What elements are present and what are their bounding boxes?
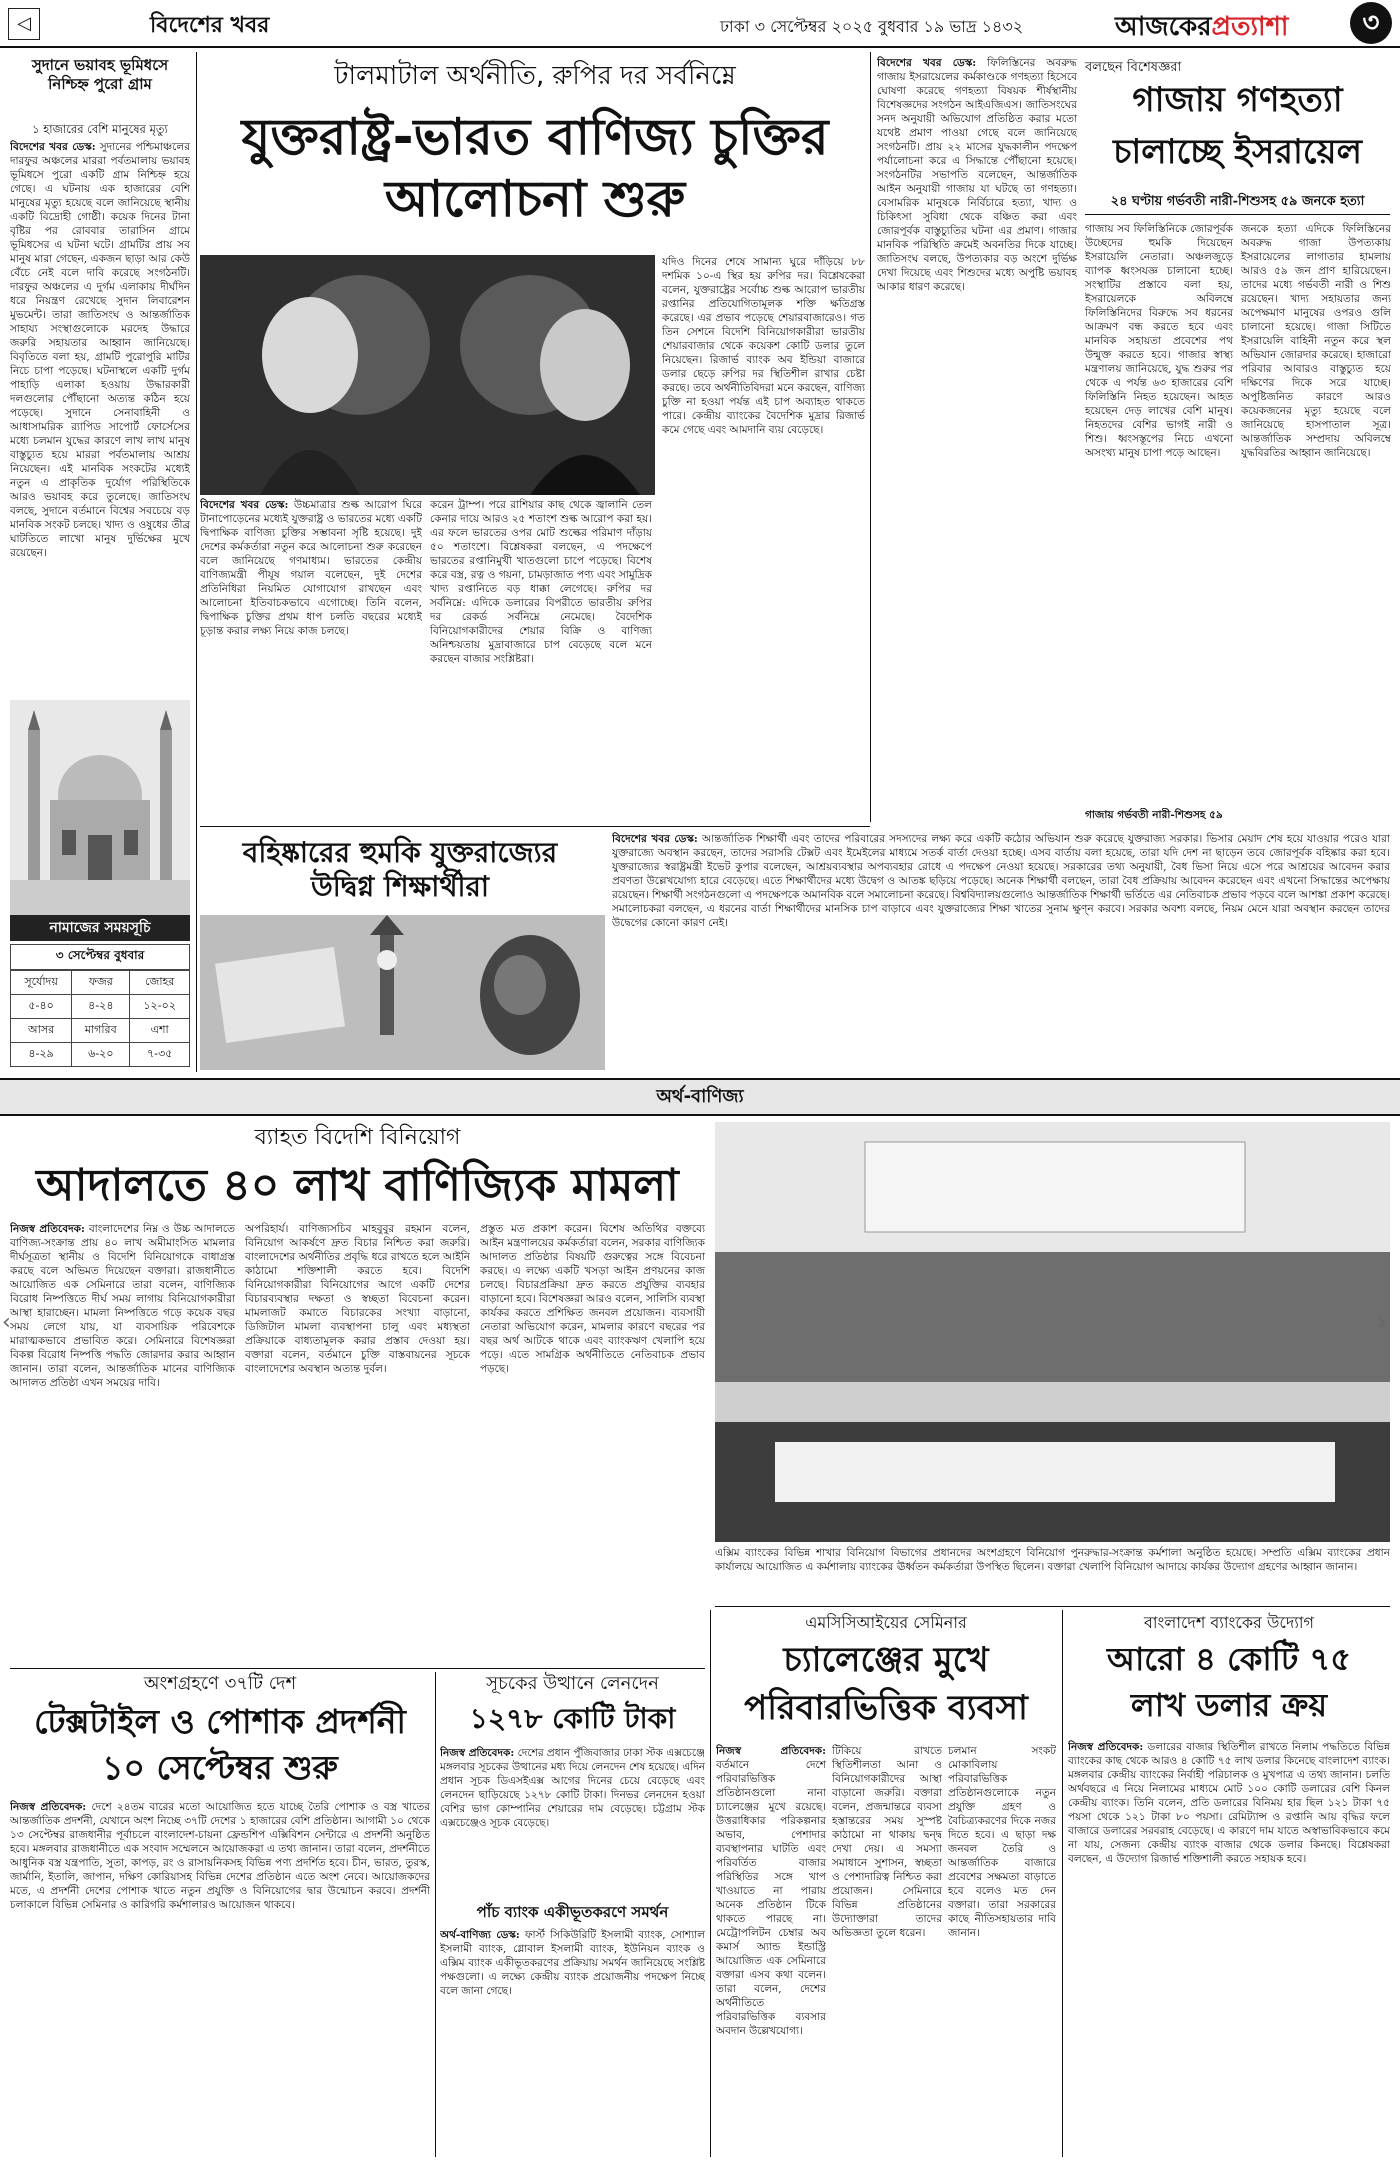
bb-headline-1: আরো ৪ কোটি ৭৫ <box>1106 1640 1352 1678</box>
biz-kicker: ব্যাহত বিদেশি বিনিয়োগ <box>254 1125 461 1150</box>
merger-kicker: পাঁচ ব্যাংক একীভূতকরণে সমর্থন <box>476 1903 669 1921</box>
prayer-label: আসর <box>11 1019 72 1043</box>
exim-workshop-photo <box>715 1122 1390 1542</box>
biz-headline: আদালতে ৪০ লাখ বাণিজ্যিক মামলা <box>36 1160 679 1211</box>
column-divider <box>196 52 197 1072</box>
prayer-time: ৬-২০ <box>72 1043 130 1067</box>
right-arrow-icon[interactable]: › <box>1378 1310 1387 1335</box>
header-rule <box>0 46 1400 48</box>
column-divider <box>870 52 871 822</box>
lead-headline-1: যুক্তরাষ্ট্র-ভারত বাণিজ্য চুক্তির <box>241 108 829 166</box>
prayer-time: ৪-২৪ <box>72 995 130 1019</box>
textile-headline-2: ১০ সেপ্টেম্বর শুরু <box>102 1748 338 1787</box>
dateline: ঢাকা ৩ সেপ্টেম্বর ২০২৫ বুধবার ১৯ ভাদ্র ১৪৩২ <box>720 17 1024 36</box>
prayer-time: ৪-২৯ <box>11 1043 72 1067</box>
bb-text: ডলারের বাজার স্থিতিশীল রাখতে নিলাম পদ্ধতিতে বিভিন্ন ব্যাংকের কাছ থেকে আরও ৪ কোটি ৭৫ লাখ ডলার কিনেছে বাংলাদেশ ব্যাংক। মঙ্গলবার কেন্দ্রীয় ব্যাংকের নির্বাহী পরিচালক ও মুখপাত্র এ তথ্য জানান। চলতি অর্থবছরে এ নিয়ে নিলামের মাধ্যমে মোট ১০০ কোটি ডলারের বেশি কিনল কেন্দ্রীয় ব্যাংক। তিনি বলেন, প্রতি ডলারের বিনিময় হার ছিল ১২১ টাকা ৭৫ পয়সা থেকে ১২১ টাকা ৮০ পয়সা। রেমিট্যান্স ও রপ্তানি আয় বৃদ্ধির ফলে বাজারে ডলারের সরবরাহ বেড়েছে। এ কারণে দাম যাতে অস্বাভাবিকভাবে কমে না যায়, সেজন্য কেন্দ্রীয় ব্যাংক বাজার থেকে ডলার কিনছে। বিশ্লেষকরা বলছেন, এ উদ্যোগ রিজার্ভ শক্তিশালী করতে সহায়ক হবে। <box>1068 1741 1390 1865</box>
gaza-subheadline: ২৪ ঘণ্টায় গর্ভবতী নারী-শিশুসহ ৫৯ জনকে হত্যা <box>1110 194 1365 209</box>
gaza-intro-byline: বিদেশের খবর ডেস্ক: <box>877 57 977 69</box>
masthead-logo <box>1115 6 1288 50</box>
stock-headline: ১২৭৮ কোটি টাকা <box>469 1702 676 1735</box>
biz-col-2: অপরিহার্য। বাণিজ্যসচিব মাহবুবুর রহমান বলেন, বিনিয়োগ আকর্ষণে দ্রুত বিচার নিশ্চিত করা জরুরি। বাংলাদেশের অর্থনীতির প্রবৃদ্ধি ধরে রাখতে হলে আইনি কাঠামো শক্তিশালী করতে হবে। বিদেশি বিনিয়োগকারীরা বিনিয়োগের আগে একটি দেশের বিচারব্যবস্থার দক্ষতা ও স্বচ্ছতা বিবেচনা করেন। মামলাজট কমাতে বিচারকের সংখ্যা বাড়ানো, ডিজিটাল মামলা ব্যবস্থাপনা চালু এবং মধ্যস্থতা প্রক্রিয়াকে বাধ্যতামূলক করার প্রস্তাব দেওয়া হয়। বক্তারা বলেন, বর্তমানে চুক্তি বাস্তবায়নের সূচকে বাংলাদেশের অবস্থান অত্যন্ত দুর্বল। <box>245 1223 470 1375</box>
gaza-headline-1: গাজায় গণহত্যা <box>1132 80 1343 120</box>
lead-col-1 <box>200 498 422 823</box>
band-rule-bottom <box>0 1114 1400 1116</box>
mccci-kicker: এমসিসিআইয়ের সেমিনার <box>805 1613 967 1632</box>
gaza-col-b: জনকে হত্যা এদিকে ফিলিস্তিনের অবরুদ্ধ গাজা উপত্যকায় ইসরায়েলের লাগাতার হামলায় আরও ৫৯ জন প্রাণ হারিয়েছেন। তাদের মধ্যে গর্ভবতী নারী ও শিশু রয়েছেন। খাদ্য সহায়তার জন্য অপেক্ষমাণ মানুষের ওপরও গুলি চালানো হয়েছে। গাজা সিটিতে ইসরায়েলি বাহিনী নতুন করে স্থল অভিযান জোরদার করেছে। হাজারো পরিবার আবারও বাস্তুচ্যুত হয়ে দক্ষিণের দিকে সরে যাচ্ছে। অপুষ্টিজনিত কারণে আরও কয়েকজনের মৃত্যু হয়েছে বলে জানিয়েছে হাসপাতাল সূত্র। আন্তর্জাতিক সম্প্রদায় অবিলম্বে যুদ্ধবিরতির আহ্বান জানিয়েছে। <box>1241 223 1391 459</box>
left-story-byline: বিদেশের খবর ডেস্ক: <box>10 141 96 153</box>
gaza-headline-2: চালাচ্ছে ইসরায়েল <box>1113 132 1362 172</box>
biz-bottom-rule <box>10 1668 705 1669</box>
students-headline-2: উদ্বিগ্ন শিক্ষার্থীরা <box>310 870 490 903</box>
stock-kicker: সূচকের উত্থানে লেনদেন <box>486 1673 659 1694</box>
biz-col-3: প্রস্তুত মত প্রকাশ করেন। বিশেষ অতিথির বক্তব্যে আইন মন্ত্রণালয়ের কর্মকর্তারা বলেন, সরকার বাণিজ্যিক আদালত প্রতিষ্ঠার বিষয়টি গুরুত্বের সঙ্গে বিবেচনা করছে। এ লক্ষ্যে একটি খসড়া আইন প্রণয়নের কাজ চলছে। বিচারপ্রক্রিয়া দ্রুত করতে প্রযুক্তির ব্যবহার বাড়ানো হবে। বিশেষজ্ঞরা আরও বলেন, সালিসি ব্যবস্থা কার্যকর করতে প্রশিক্ষিত জনবল প্রয়োজন। ব্যবসায়ী নেতারা অভিযোগ করেন, মামলার কারণে বছরের পর বছর অর্থ আটকে থাকে এবং ব্যাংকঋণ খেলাপি হয়ে পড়ে। এতে সামগ্রিক অর্থনীতিতে নেতিবাচক প্রভাব পড়ছে। <box>480 1223 705 1375</box>
gaza-kicker: বলছেন বিশেষজ্ঞরা <box>1085 60 1182 75</box>
textile-body <box>10 1800 430 2155</box>
header-bar <box>0 0 1400 48</box>
bb-byline: নিজস্ব প্রতিবেদক: <box>1068 1741 1144 1753</box>
mccci-col-2: টিকিয়ে রাখতে স্থিতিশীলতা আনা ও বিনিয়োগকারীদের আস্থা বাড়ানো জরুরি। বক্তারা বলেন, প্রজন্মান্তরে ব্যবসা হস্তান্তরের সময় সুস্পষ্ট কাঠামো না থাকায় দ্বন্দ্ব দেখা দেয়। এ সমস্যা সমাধানে সুশাসন, স্বচ্ছতা ও পেশাদারিত্ব নিশ্চিত করা প্রয়োজন। সেমিনারে বিভিন্ন প্রতিষ্ঠানের উদ্যোক্তারা তাদের অভিজ্ঞতা তুলে ধরেন। <box>832 1745 942 1939</box>
lead-byline: বিদেশের খবর ডেস্ক: <box>200 499 289 511</box>
bb-body <box>1068 1740 1390 2155</box>
trump-modi-photo <box>200 255 655 495</box>
masthead-word-1: আজকের <box>1115 12 1212 42</box>
students-body-main <box>612 832 1390 1072</box>
lead-col-3: যদিও দিনের শেষে সামান্য ঘুরে দাঁড়িয়ে ৮৮ দশমিক ১০-এ স্থির হয় রুপির দর। বিশ্লেষকেরা বলেন, যুক্তরাষ্ট্রের সর্বোচ্চ শুল্ক আরোপ ভারতীয় রপ্তানির প্রতিযোগিতামূলক শক্তি ক্ষতিগ্রস্ত করেছে। এর প্রভাব পড়েছে শেয়ারবাজারেও। গত তিন সেশনে বিদেশি বিনিয়োগকারীরা ভারতীয় শেয়ারবাজার থেকে কয়েকশ কোটি ডলার তুলে নিয়েছেন। রিজার্ভ ব্যাংক অব ইন্ডিয়া বাজারে ডলার ছেড়ে রুপির দর স্থিতিশীল রাখার চেষ্টা করছে। তবে অর্থনীতিবিদরা মনে করছেন, বাণিজ্য চুক্তি না হওয়া পর্যন্ত এই চাপ অব্যাহত থাকতে পারে। কেন্দ্রীয় ব্যাংকের বৈদেশিক মুদ্রার রিজার্ভ কমে গেছে এবং আমদানি ব্যয় বেড়েছে। <box>662 256 865 436</box>
mccci-col-1-text: বর্তমানে দেশে পরিবারভিত্তিক প্রতিষ্ঠানগুলো নানা চ্যালেঞ্জের মুখে রয়েছে। উত্তরাধিকার পরিকল্পনার অভাব, পেশাদার ব্যবস্থাপনার ঘাটতি এবং পরিবর্তিত বাজার পরিস্থিতির সঙ্গে খাপ খাওয়াতে না পারায় অনেক প্রতিষ্ঠান টিকে থাকতে পারছে না। মেট্রোপলিটন চেম্বার অব কমার্স অ্যান্ড ইন্ডাস্ট্রি আয়োজিত এক সেমিনারে বক্তারা এসব কথা বলেন। তারা বলেন, দেশের অর্থনীতিতে পরিবারভিত্তিক ব্যবসার অবদান উল্লেখযোগ্য। <box>716 1759 826 2037</box>
prayer-label: মাগরিব <box>72 1019 130 1043</box>
lead-headline-2: আলোচনা শুরু <box>384 170 686 228</box>
left-story-sub: ১ হাজারের বেশি মানুষের মৃত্যু <box>32 122 168 136</box>
merger-byline: অর্থ-বাণিজ্য ডেস্ক: <box>440 1929 520 1941</box>
textile-byline: নিজস্ব প্রতিবেদক: <box>10 1801 87 1813</box>
masthead-word-2: প্রত্যাশা <box>1211 12 1289 42</box>
gaza-intro-text: ফিলিস্তিনের অবরুদ্ধ গাজায় ইসরায়েলের কর্মকাণ্ডকে গণহত্যা হিসেবে ঘোষণা করেছে গণহত্যা বিষয়ক শীর্ষস্থানীয় বিশেষজ্ঞদের সংগঠন আইএজিএস। জাতিসংঘের সনদ অনুযায়ী অভিযোগ প্রতিষ্ঠিত করার মতো যথেষ্ট প্রমাণ পাওয়া গেছে বলে জানিয়েছে সংগঠনটি। প্রায় ২২ মাসের যুদ্ধকালীন পদক্ষেপ পর্যালোচনা করে এ সিদ্ধান্তে পৌঁছানো হয়েছে। সংগঠনটির সভাপতি বলেছেন, আন্তর্জাতিক আইন অনুযায়ী গাজায় যা ঘটছে তা গণহত্যা। বেসামরিক মানুষকে নির্বিচারে হত্যা, খাদ্য ও চিকিৎসা সুবিধা থেকে বঞ্চিত করা এবং জোরপূর্বক বাস্তুচ্যুতির ঘটনা এর প্রমাণ। গাজার মানবিক পরিস্থিতি ক্রমেই অবনতির দিকে যাচ্ছে। জাতিসংঘ বলছে, উপত্যকার বড় অংশে দুর্ভিক্ষ দেখা দিয়েছে এবং শিশুদের মধ্যে অপুষ্টি ভয়াবহ আকার ধারণ করেছে। <box>877 57 1077 293</box>
prayer-time: ৭-৩৫ <box>130 1043 190 1067</box>
lead-col-1-text: উচ্চমাত্রার শুল্ক আরোপ ঘিরে টানাপোড়েনের মধ্যেই যুক্তরাষ্ট্র ও ভারতের মধ্যে একটি দ্বিপাক্ষিক বাণিজ্য চুক্তির সম্ভাবনা সৃষ্টি হয়েছে। দুই দেশের কর্মকর্তারা নতুন করে আলোচনা শুরু করেছেন বলে জানিয়েছে গণমাধ্যম। ভারতের কেন্দ্রীয় বাণিজ্যমন্ত্রী পীযূষ গয়াল বলেছেন, দুই দেশের প্রতিনিধিরা নিয়মিত যোগাযোগ রাখছেন এবং আলোচনা ইতিবাচকভাবে এগোচ্ছে। তিনি বলেন, দ্বিপাক্ষিক চুক্তির প্রথম ধাপ চলতি বছরের মধ্যেই চূড়ান্ত করার লক্ষ্য নিয়ে কাজ চলছে। <box>200 499 422 637</box>
left-story-text: সুদানের পশ্চিমাঞ্চলের দারফুর অঞ্চলের মাররা পর্বতমালায় ভয়াবহ ভূমিধসে পুরো একটি গ্রাম নিশ্চিহ্ন হয়ে গেছে। এ ঘটনায় এক হাজারের বেশি মানুষের মৃত্যু হয়েছে বলে জানিয়েছে স্থানীয় একটি বিদ্রোহী গোষ্ঠী। কয়েক দিনের টানা বৃষ্টির পর রোববার তারাসিন গ্রামে ভূমিধসের এ ঘটনা ঘটে। গ্রামটির প্রায় সব মানুষ মারা গেছেন, একজন ছাড়া আর কেউ বেঁচে নেই বলে দাবি করেছে সংগঠনটি। দারফুর অঞ্চলের এ দুর্গম এলাকায় দীর্ঘদিন ধরে নিয়ন্ত্রণ রেখেছে সুদান লিবারেশন মুভমেন্ট। তারা জাতিসংঘ ও আন্তর্জাতিক সাহায্য সংস্থাগুলোকে মরদেহ উদ্ধারে জরুরি সহায়তার আহ্বান জানিয়েছে। বিবৃতিতে বলা হয়, গ্রামটি পুরোপুরি মাটির নিচে চাপা পড়েছে। ঘটনাস্থলে একটি দুর্গম পাহাড়ি এলাকা হওয়ায় উদ্ধারকারী দলগুলোর পৌঁছানো অত্যন্ত কঠিন হয়ে পড়েছে। সুদানে সেনাবাহিনী ও আধাসামরিক র‍্যাপিড সাপোর্ট ফোর্সেসের মধ্যে চলমান যুদ্ধের কারণে লাখ লাখ মানুষ বাস্তুচ্যুত হয়ে মাররা পর্বতমালায় আশ্রয় নিয়েছেন। এই মানবিক সংকটের মধ্যেই নতুন এ প্রাকৃতিক দুর্যোগ পরিস্থিতিকে আরও ভয়াবহ করে তুলেছে। জাতিসংঘ বলছে, সুদানে বর্তমানে বিশ্বের সবচেয়ে বড় মানবিক সংকট চলছে। খাদ্য ও ওষুধের তীব্র ঘাটতিতে লাখো মানুষ দুর্ভিক্ষের মুখে রয়েছেন। <box>10 141 190 559</box>
gaza-intro <box>877 56 1077 491</box>
gaza-col-a: গাজায় সব ফিলিস্তিনিকে জোরপূর্বক উচ্ছেদের হুমকি দিয়েছেন ইসরায়েলি নেতারা। অঞ্চলজুড়ে ব্যাপক ধ্বংসযজ্ঞ চালানো হচ্ছে। সংস্থাটির প্রস্তাবে বলা হয়, ইসরায়েলকে অবিলম্বে ফিলিস্তিনিদের বিরুদ্ধে সব ধরনের আক্রমণ বন্ধ করতে হবে এবং মানবিক সহায়তা প্রবেশের পথ উন্মুক্ত করতে হবে। গাজার স্বাস্থ্য মন্ত্রণালয় জানিয়েছে, যুদ্ধ শুরুর পর থেকে এ পর্যন্ত ৬৩ হাজারের বেশি ফিলিস্তিনি নিহত হয়েছেন। আহত হয়েছেন দেড় লাখের বেশি মানুষ। নিহতদের বেশির ভাগই নারী ও শিশু। ধ্বংসস্তূপের নিচে এখনো অসংখ্য মানুষ চাপা পড়ে আছেন। <box>1085 223 1233 459</box>
section-band <box>0 1080 1400 1114</box>
left-story-title: সুদানে ভয়াবহ ভূমিধসে নিশ্চিহ্ন পুরো গ্রাম <box>31 56 169 93</box>
prayer-date: ৩ সেপ্টেম্বর বুধবার <box>10 944 190 970</box>
stock-text: দেশের প্রধান পুঁজিবাজার ঢাকা স্টক এক্সচেঞ্জে মঙ্গলবার সূচকের উত্থানের মধ্য দিয়ে লেনদেন শেষ হয়েছে। এদিন প্রধান সূচক ডিএসইএক্স আগের দিনের চেয়ে বেড়েছে এবং লেনদেন ছাড়িয়েছে ১২৭৮ কোটি টাকা। দিনভর লেনদেন হওয়া বেশির ভাগ কোম্পানির শেয়ারের দাম বেড়েছে। চট্টগ্রাম স্টক এক্সচেঞ্জেও সূচক বেড়েছে। <box>440 1747 705 1829</box>
textile-text: দেশে ২৪তম বারের মতো আয়োজিত হতে যাচ্ছে তৈরি পোশাক ও বস্ত্র খাতের আন্তর্জাতিক প্রদর্শনী, যেখানে অংশ নিচ্ছে ৩৭টি দেশের ১ হাজারের বেশি প্রতিষ্ঠান। আগামী ১০ থেকে ১৩ সেপ্টেম্বর রাজধানীর পূর্বাচলে বাংলাদেশ-চায়না ফ্রেন্ডশিপ এক্সিবিশন সেন্টারে এ প্রদর্শনী অনুষ্ঠিত হবে। মঙ্গলবার রাজধানীতে এক সংবাদ সম্মেলনে আয়োজকরা এ তথ্য জানান। তারা বলেন, প্রদর্শনীতে আধুনিক বস্ত্র যন্ত্রপাতি, সুতা, কাপড়, রং ও রাসায়নিকসহ বিভিন্ন পণ্য প্রদর্শিত হবে। চীন, ভারত, তুরস্ক, জার্মানি, ইতালি, জাপান, দক্ষিণ কোরিয়াসহ বিভিন্ন দেশের প্রতিষ্ঠান এতে অংশ নেবে। আয়োজকদের মতে, এ প্রদর্শনী দেশের পোশাক খাতে নতুন প্রযুক্তি ও বিনিয়োগের দ্বার উন্মোচন করবে। প্রদর্শনী চলাকালে বিভিন্ন সেমিনার ও কারিগরি কর্মশালারও আয়োজন থাকবে। <box>10 1801 430 1911</box>
gaza-sub-rule <box>1085 214 1390 215</box>
column-divider <box>710 1610 711 2157</box>
prayer-label: জোহর <box>130 971 190 995</box>
lead-col-2: করেন ট্রাম্প। পরে রাশিয়ার কাছ থেকে জ্বালানি তেল কেনার দায়ে আরও ২৫ শতাংশ শুল্ক আরোপ করা হয়। এর ফলে ভারতের ওপর মোট শুল্কের পরিমাণ দাঁড়ায় ৫০ শতাংশে। বিশ্লেষকরা বলছেন, এ পদক্ষেপে ভারতের রপ্তানিমুখী খাতগুলো চাপে পড়েছে। বিশেষ করে বস্ত্র, রত্ন ও গয়না, চামড়াজাত পণ্য এবং সামুদ্রিক খাদ্য রপ্তানিতে বড় ধাক্কা লেগেছে। রুপির দর সর্বনিম্নে: এদিকে ডলারের বিপরীতে ভারতীয় রুপির দর রেকর্ড সর্বনিম্নে নেমেছে। বৈদেশিক বিনিয়োগকারীদের শেয়ার বিক্রি ও বাণিজ্য অনিশ্চয়তায় মুদ্রাবাজারে চাপ বেড়েছে বলে মনে করছেন বাজার সংশ্লিষ্টরা। <box>430 499 652 665</box>
prayer-table-wrap <box>10 944 190 1067</box>
gaza-footer: গাজায় গর্ভবতী নারী-শিশুসহ ৫৯ <box>1085 809 1223 821</box>
mccci-col-3: চলমান সংকট মোকাবিলায় পরিবারভিত্তিক প্রতিষ্ঠানগুলোকে নতুন প্রযুক্তি গ্রহণ ও বৈচিত্র্যকরণের দিকে নজর দিতে হবে। এ ছাড়া দক্ষ জনবল তৈরি ও আন্তর্জাতিক বাজারে প্রবেশের সক্ষমতা বাড়াতে হবে বলেও মত দেন বক্তারা। তারা সরকারের কাছে নীতিসহায়তার দাবি জানান। <box>948 1745 1056 1939</box>
biz-byline: নিজস্ব প্রতিবেদক: <box>10 1223 85 1235</box>
prev-page-icon[interactable]: ◁ <box>8 8 40 40</box>
bb-kicker: বাংলাদেশ ব্যাংকের উদ্যোগ <box>1143 1613 1315 1632</box>
section-band-label: অর্থ-বাণিজ্য <box>656 1086 744 1107</box>
prayer-title: নামাজের সময়সূচি <box>10 915 190 941</box>
mosque-illustration <box>10 700 190 915</box>
page-number: ৩ <box>1350 2 1392 44</box>
mccci-byline: নিজস্ব প্রতিবেদক: <box>716 1745 826 1757</box>
students-headline-1: বহিষ্কারের হুমকি যুক্তরাজ্যের <box>242 836 558 869</box>
prayer-table <box>10 970 190 1067</box>
students-text: আন্তর্জাতিক শিক্ষার্থী এবং তাদের পরিবারের সদস্যদের লক্ষ্য করে একটি কঠোর অভিযান শুরু করেছে যুক্তরাজ্য সরকার। ভিসার মেয়াদ শেষ হয়ে যাওয়ার পরেও যারা যুক্তরাজ্যে অবস্থান করছেন, তাদের সরাসরি টেক্সট এবং ইমেইলের মাধ্যমে সতর্ক বার্তা দেওয়া হচ্ছে। এসব বার্তায় বলা হয়েছে, তারা যদি দেশ না ছাড়েন তবে জোরপূর্বক বহিষ্কার করা হবে। যুক্তরাজ্যের স্বরাষ্ট্রমন্ত্রী ইভেট কুপার বলেছেন, আশ্রয়ব্যবস্থার অপব্যবহার রোধে এ পদক্ষেপ নেওয়া হয়েছে। সরকারের তথ্য অনুযায়ী, বৈধ ভিসা নিয়ে এসে পরে আশ্রয়ের আবেদন করার প্রবণতা উল্লেখযোগ্য হারে বেড়েছে। এতে শিক্ষার্থীদের মধ্যে উদ্বেগ ও আতঙ্ক ছড়িয়ে পড়েছে। অনেক শিক্ষার্থী বলছেন, তারা বৈধ প্রক্রিয়ায় আবেদন করেছেন এবং এখনো সিদ্ধান্তের অপেক্ষায় রয়েছেন। শিক্ষার্থী সংগঠনগুলো এ পদক্ষেপকে অমানবিক বলে সমালোচনা করেছে। বিশ্ববিদ্যালয়গুলোও আন্তর্জাতিক শিক্ষার্থী ভর্তিতে এর নেতিবাচক প্রভাব পড়বে বলে আশঙ্কা প্রকাশ করেছে। সমালোচকরা বলছেন, এ ধরনের বার্তা শিক্ষার্থীদের মানসিক চাপ বাড়াবে এবং যুক্তরাজ্যের শিক্ষা খাতের সুনাম ক্ষুণ্ন করবে। সরকার অবশ্য বলছে, নিয়ম মেনে যারা অবস্থান করছেন তাদের উদ্বেগের কোনো কারণ নেই। <box>612 833 1390 929</box>
merger-body <box>440 1928 705 2153</box>
stock-byline: নিজস্ব প্রতিবেদক: <box>440 1747 515 1759</box>
mccci-col-1 <box>716 1744 826 2154</box>
students-byline: বিদেশের খবর ডেস্ক: <box>612 833 698 845</box>
mccci-headline-1: চ্যালেঞ্জের মুখে <box>783 1640 989 1680</box>
textile-headline-1: টেক্সটাইল ও পোশাক প্রদর্শনী <box>34 1702 406 1741</box>
textile-kicker: অংশগ্রহণে ৩৭টি দেশ <box>143 1673 297 1694</box>
merger-text: ফার্স্ট সিকিউরিটি ইসলামী ব্যাংক, সোশ্যাল ইসলামী ব্যাংক, গ্লোবাল ইসলামী ব্যাংক, ইউনিয়ন ব্যাংক ও এক্সিম ব্যাংক একীভূতকরণের প্রক্রিয়ায় সমর্থন জানিয়েছে সংশ্লিষ্ট পক্ষগুলো। এ লক্ষ্যে কেন্দ্রীয় ব্যাংক প্রয়োজনীয় পদক্ষেপ নিচ্ছে বলে জানা গেছে। <box>440 1929 705 1997</box>
bb-headline-2: লাখ ডলার ক্রয় <box>1130 1686 1328 1724</box>
photo-bottom-rule <box>715 1606 1390 1607</box>
students-photo <box>200 915 605 1070</box>
stock-body <box>440 1746 705 1896</box>
prayer-time: ১২-০২ <box>130 995 190 1019</box>
exim-photo-caption: এক্সিম ব্যাংকের বিভিন্ন শাখার বিনিয়োগ বিভাগের প্রধানদের অংশগ্রহণে বিনিয়োগ পুনরুদ্ধার-সংক্রান্ত কর্মশালা অনুষ্ঠিত হয়েছে। সম্প্রতি এক্সিম ব্যাংকের প্রধান কার্যালয়ে আয়োজিত এ কর্মশালায় ব্যাংকের ঊর্ধ্বতন কর্মকর্তারা উপস্থিত ছিলেন। বক্তারা খেলাপি বিনিয়োগ আদায়ে কার্যকর উদ্যোগ গ্রহণের আহ্বান জানান। <box>715 1547 1390 1573</box>
prayer-label: এশা <box>130 1019 190 1043</box>
biz-col-1 <box>10 1222 235 1662</box>
biz-col-1-text: বাংলাদেশের নিম্ন ও উচ্চ আদালতে বাণিজ্য-সংক্রান্ত প্রায় ৪০ লাখ অমীমাংসিত মামলার দীর্ঘসূত্রতা স্থানীয় ও বিদেশি বিনিয়োগকে বাধাগ্রস্ত করছে বলে অভিমত দিয়েছেন বক্তারা। রাজধানীতে আয়োজিত এক সেমিনারে তারা বলেন, বাণিজ্যিক বিরোধ নিষ্পত্তিতে দীর্ঘ সময় লাগায় বিনিয়োগকারীরা আস্থা হারাচ্ছেন। মামলা নিষ্পত্তিতে গড়ে কয়েক বছর সময় লেগে যায়, যা ব্যবসায়িক পরিবেশকে মারাত্মকভাবে প্রভাবিত করে। সেমিনারে বিশেষজ্ঞরা বিকল্প বিরোধ নিষ্পত্তি পদ্ধতি জোরদার করার আহ্বান জানান। তারা বলেন, আন্তর্জাতিক মানের বাণিজ্যিক আদালত প্রতিষ্ঠা এখন সময়ের দাবি। <box>10 1223 235 1389</box>
left-arrow-icon[interactable]: ‹ <box>2 1310 11 1335</box>
prayer-time: ৫-৪০ <box>11 995 72 1019</box>
section-title: বিদেশের খবর <box>150 12 270 38</box>
column-divider <box>1062 1610 1063 2157</box>
column-divider <box>435 1672 436 2157</box>
mccci-headline-2: পরিবারভিত্তিক ব্যবসা <box>744 1688 1028 1728</box>
left-story-body <box>10 140 190 680</box>
prayer-label: সূর্যোদয় <box>11 971 72 995</box>
prayer-label: ফজর <box>72 971 130 995</box>
mid-top-rule <box>200 826 870 827</box>
lead-kicker: টালমাটাল অর্থনীতি, রুপির দর সর্বনিম্নে <box>334 61 736 91</box>
